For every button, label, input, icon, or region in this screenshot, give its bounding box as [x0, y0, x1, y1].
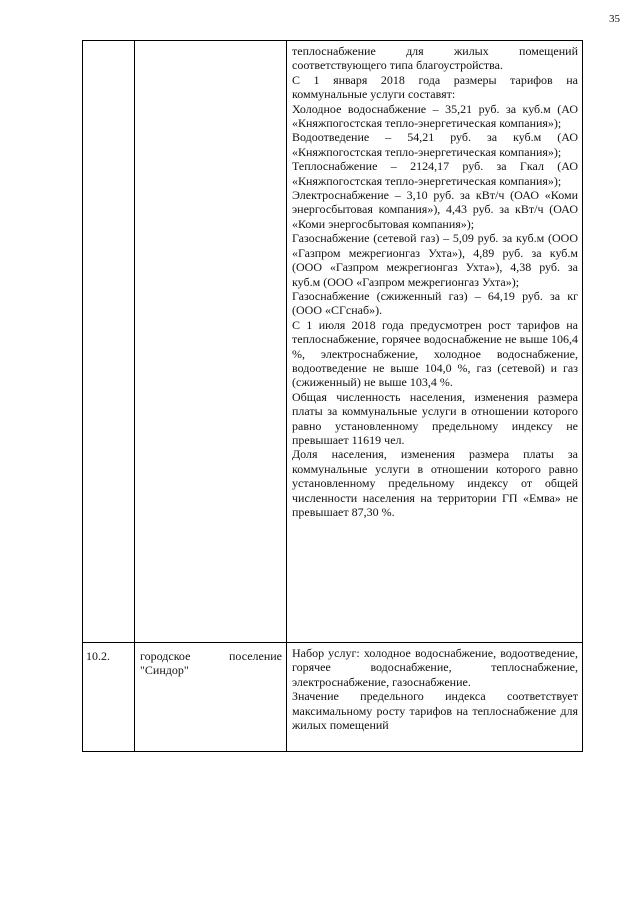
description-paragraph: Газоснабжение (сетевой газ) – 5,09 руб. за куб.м (ООО «Газпром межрегионгаз Ухта»), 4,89 руб. за куб.м (ООО «Газпром межрегионгаз Ухта»), 4,38 руб. за куб.м (ООО «Газпром межрегионгаз Ухта»); [292, 231, 578, 289]
description-paragraph: Газоснабжение (сжиженный газ) – 64,19 руб. за кг (ООО «СГснаб»). [292, 288, 578, 318]
description-paragraph: С 1 января 2018 года размеры тарифов на коммунальные услуги составят: [292, 72, 578, 102]
table-row [83, 41, 583, 643]
description-paragraph: Набор услуг: холодное водоснабжение, водоотведение, горячее водоснабжение, теплоснабжение, электроснабжение, газоснабжение. [292, 646, 578, 689]
row-description-cell [287, 643, 583, 752]
description-paragraph: Холодное водоснабжение – 35,21 руб. за куб.м (АО «Княжпогостская тепло-энергетическая компания»); [292, 101, 578, 131]
row-name-cell [135, 41, 287, 643]
row-name-cell: городское поселение "Синдор" [135, 643, 287, 752]
description-paragraph: Электроснабжение – 3,10 руб. за кВт/ч (ОАО «Коми энергосбытовая компания»), 4,43 руб. за кВт/ч (ОАО «Коми энергосбытовая компания»); [292, 188, 578, 231]
description-paragraph: С 1 июля 2018 года предусмотрен рост тарифов на теплоснабжение, горячее водоснабжение не выше 106,4 %, электроснабжение, холодное водоснабжение, водоотведение не выше 104,0 %, газ (сетевой) и газ (сжиженный) не выше 103,4 %. [292, 317, 578, 390]
description-paragraph: Теплоснабжение – 2124,17 руб. за Гкал (АО «Княжпогостская тепло-энергетическая компания»); [292, 159, 578, 188]
tariff-table [82, 40, 583, 752]
description-paragraph: теплоснабжение для жилых помещений соответствующего типа благоустройства. [292, 44, 578, 73]
table-row [83, 643, 583, 752]
description-paragraph: Доля населения, изменения размера платы за коммунальные услуги в отношении которого равно установленному предельному индексу от общей численности населения на территории ГП «Емва» не превышает 87,30 %. [292, 447, 578, 519]
description-paragraph: Общая численность населения, изменения размера платы за коммунальные услуги в отношении которого равно установленному предельному индексу не превышает 11619 чел. [292, 389, 578, 447]
page-number: 35 [609, 13, 620, 25]
row-number-cell: 10.2. [83, 643, 135, 752]
row-description-cell [287, 41, 583, 643]
description-paragraph: Водоотведение – 54,21 руб. за куб.м (АО «Княжпогостская тепло-энергетическая компания»); [292, 130, 578, 159]
description-paragraph: Значение предельного индекса соответствует максимальному росту тарифов на теплоснабжение для жилых помещений [292, 689, 578, 733]
row-number-cell [83, 41, 135, 643]
